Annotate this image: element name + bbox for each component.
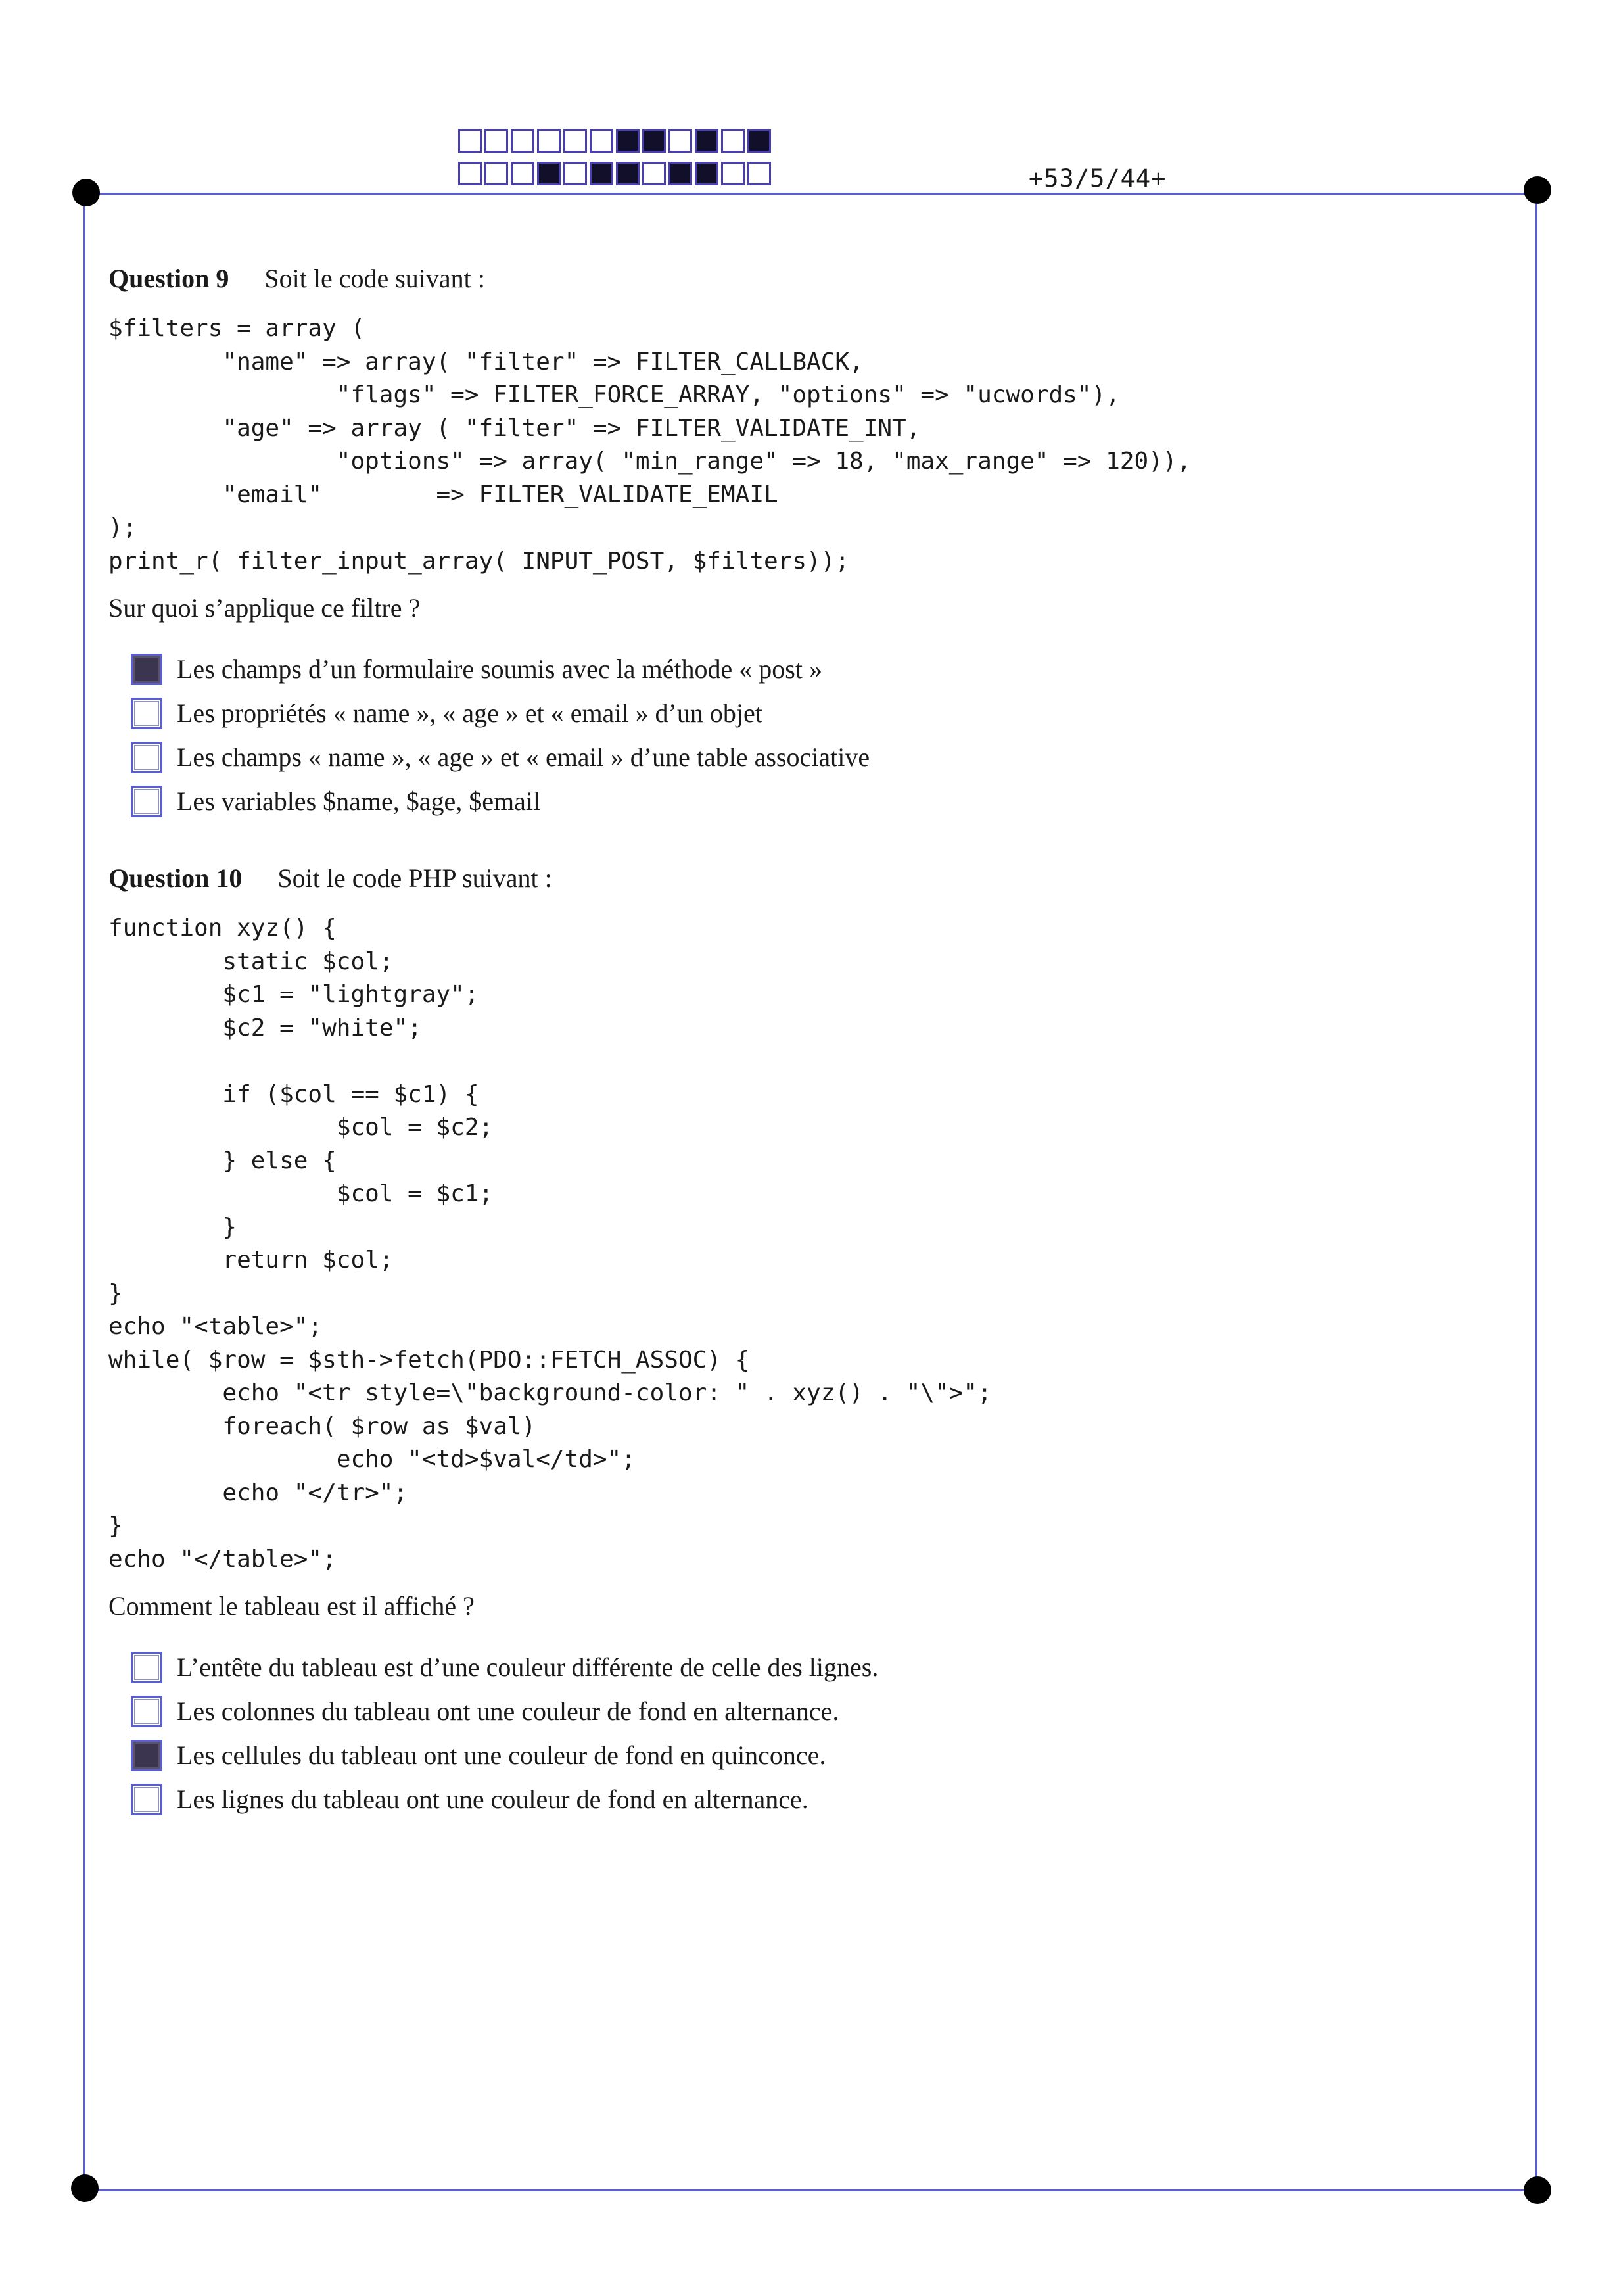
code-listing: function xyz() { static $col; $c1 = "lightgray"; $c2 = "white"; if ($col == $c1) { $col = $c2; } else { $col = $c1; } return $col; } echo "<table>"; while( $row = $sth->fetch(PDO::FETCH_ASSOC) { echo "<tr style=\"background-color: " . xyz() . "\">"; foreach( $row as $val) echo "<td>$val</td>"; echo "</tr>"; } echo "</table>"; — [108, 915, 992, 1573]
answer-checkbox[interactable] — [131, 698, 162, 729]
answer-checkbox[interactable] — [131, 786, 162, 817]
code-box — [668, 162, 692, 185]
question-label: Question 10 — [108, 863, 243, 893]
question-intro: Soit le code suivant : — [264, 264, 485, 293]
answer-text: L’entête du tableau est d’une couleur différente de celle des lignes. — [177, 1652, 879, 1682]
answer-option[interactable] — [131, 1733, 1489, 1777]
frame-right-line — [1535, 193, 1537, 2191]
code-box — [511, 129, 534, 153]
code-box — [642, 129, 666, 153]
corner-mark-bottom-right — [1524, 2176, 1551, 2204]
answer-checkbox[interactable] — [131, 654, 162, 685]
answer-text: Les colonnes du tableau ont une couleur de fond en alternance. — [177, 1696, 839, 1726]
code-box — [537, 129, 561, 153]
answer-checkbox[interactable] — [131, 1696, 162, 1727]
code-box — [747, 162, 771, 185]
answer-text: Les champs d’un formulaire soumis avec la méthode « post » — [177, 654, 822, 684]
code-box — [511, 162, 534, 185]
code-box — [563, 129, 587, 153]
answer-checkbox[interactable] — [131, 1740, 162, 1771]
code-box — [721, 162, 745, 185]
answer-text: Les lignes du tableau ont une couleur de fond en alternance. — [177, 1784, 808, 1814]
answer-option[interactable] — [131, 1689, 1489, 1733]
question-intro: Soit le code PHP suivant : — [277, 863, 552, 893]
code-box — [458, 129, 482, 153]
answer-text: Les variables $name, $age, $email — [177, 786, 541, 816]
question-label: Question 9 — [108, 264, 229, 293]
code-box — [458, 162, 482, 185]
code-box — [695, 162, 718, 185]
frame-bottom-line — [87, 2189, 1537, 2191]
question-9 — [108, 263, 1489, 823]
page-code-row-bottom — [458, 162, 774, 185]
answer-text: Les propriétés « name », « age » et « email » d’un objet — [177, 698, 762, 728]
answer-list — [131, 1645, 1489, 1821]
code-listing: $filters = array ( "name" => array( "filter" => FILTER_CALLBACK, "flags" => FILTER_FORCE_ARRAY, "options" => "ucwords"), "age" => array ( "filter" => FILTER_VALIDATE_INT, "options" => array( "min_range" => 18, "max_range" => 120)), "email" => FILTER_VALIDATE_EMAIL ); print_r( filter_input_array( INPUT_POST, $filters)); — [108, 315, 1192, 575]
page-id: +53/5/44+ — [1029, 164, 1167, 193]
answer-option[interactable] — [131, 647, 1489, 691]
code-box — [590, 162, 613, 185]
question-text: Sur quoi s’applique ce filtre ? — [108, 593, 421, 623]
code-box — [484, 129, 508, 153]
code-box — [616, 129, 640, 153]
answer-checkbox[interactable] — [131, 1784, 162, 1815]
answer-option[interactable] — [131, 1645, 1489, 1689]
question-10 — [108, 863, 1489, 1821]
code-box — [616, 162, 640, 185]
code-box — [747, 129, 771, 153]
page-code-row-top — [458, 129, 774, 153]
question-text: Comment le tableau est il affiché ? — [108, 1591, 475, 1621]
answer-list — [131, 647, 1489, 823]
answer-text: Les champs « name », « age » et « email » d’une table associative — [177, 742, 870, 772]
answer-option[interactable] — [131, 1777, 1489, 1821]
code-box — [537, 162, 561, 185]
answer-checkbox[interactable] — [131, 742, 162, 773]
code-box — [642, 162, 666, 185]
corner-mark-bottom-left — [71, 2174, 99, 2202]
corner-mark-top-left — [72, 179, 100, 206]
code-box — [590, 129, 613, 153]
question-header — [108, 263, 1489, 294]
exam-content — [108, 263, 1489, 1861]
corner-mark-top-right — [1524, 176, 1551, 204]
code-box — [563, 162, 587, 185]
code-box — [668, 129, 692, 153]
question-header — [108, 863, 1489, 894]
answer-checkbox[interactable] — [131, 1652, 162, 1683]
frame-left-line — [83, 193, 85, 2191]
answer-option[interactable] — [131, 779, 1489, 823]
answer-option[interactable] — [131, 691, 1489, 735]
code-box — [695, 129, 718, 153]
code-box — [721, 129, 745, 153]
frame-top-line — [87, 193, 1537, 195]
answer-text: Les cellules du tableau ont une couleur de fond en quinconce. — [177, 1740, 826, 1770]
code-box — [484, 162, 508, 185]
answer-option[interactable] — [131, 735, 1489, 779]
